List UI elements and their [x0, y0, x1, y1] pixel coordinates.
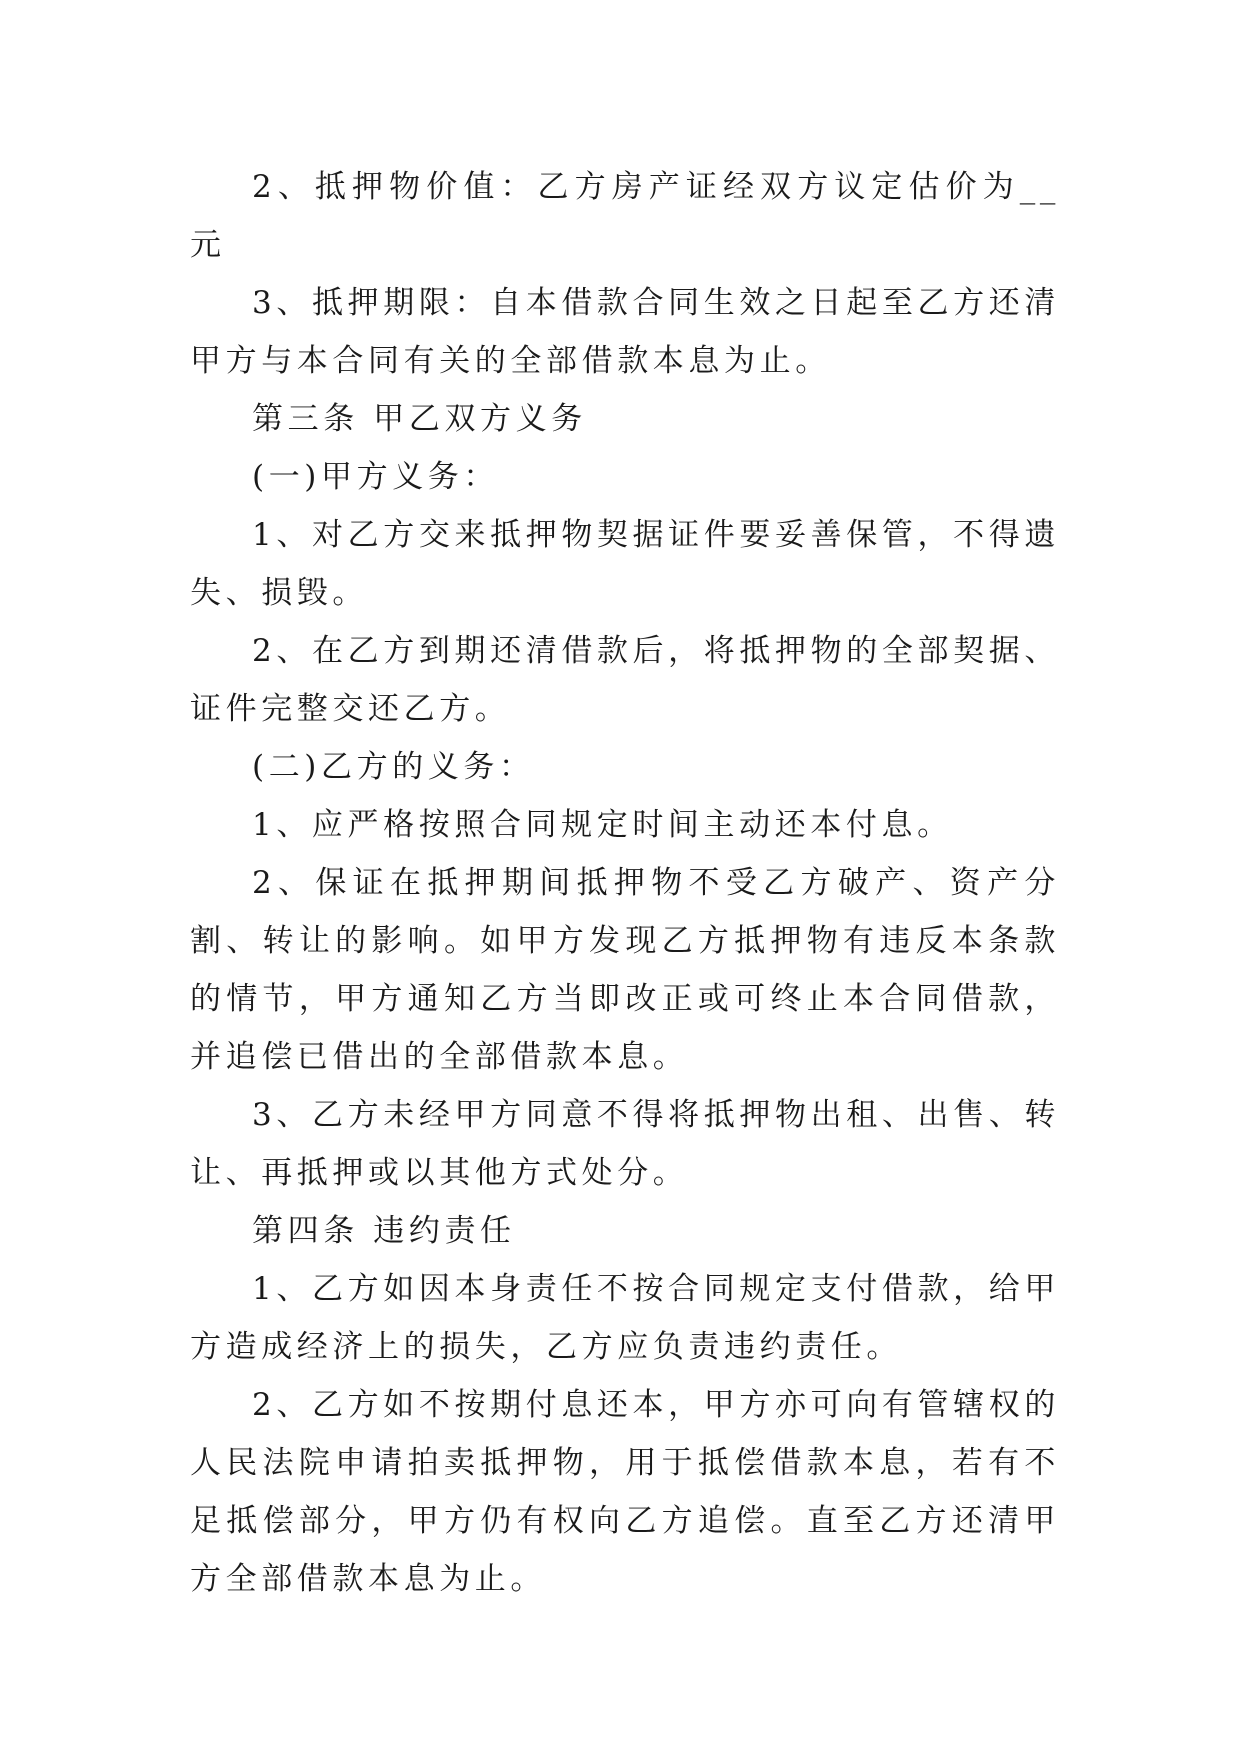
subheading-party-a-obligations: (一)甲方义务： — [252, 459, 499, 495]
paragraph-mortgage-value: 2、抵押物价值：乙方房产证经双方议定估价为__元 — [190, 169, 1060, 263]
paragraph-party-a-obligation-1: 1、对乙方交来抵押物契据证件要妥善保管，不得遗失、损毁。 — [190, 517, 1060, 611]
paragraph-party-b-obligation-3: 3、乙方未经甲方同意不得将抵押物出租、出售、转让、再抵押或以其他方式处分。 — [190, 1097, 1060, 1191]
paragraph-party-b-obligation-1: 1、应严格按照合同规定时间主动还本付息。 — [252, 807, 953, 843]
document-page — [190, 158, 1060, 1608]
paragraph-party-b-obligation-2: 2、保证在抵押期间抵押物不受乙方破产、资产分割、转让的影响。如甲方发现乙方抵押物有违反本条款的情节，甲方通知乙方当即改正或可终止本合同借款，并追偿已借出的全部借款本息。 — [190, 865, 1060, 1075]
heading-article-4: 第四条 违约责任 — [252, 1213, 516, 1249]
paragraph-party-a-obligation-2: 2、在乙方到期还清借款后，将抵押物的全部契据、证件完整交还乙方。 — [190, 633, 1060, 727]
heading-article-3: 第三条 甲乙双方义务 — [252, 401, 587, 437]
subheading-party-b-obligations: (二)乙方的义务： — [252, 749, 535, 785]
paragraph-mortgage-term: 3、抵押期限：自本借款合同生效之日起至乙方还清甲方与本合同有关的全部借款本息为止。 — [190, 285, 1060, 379]
paragraph-liability-2: 2、乙方如不按期付息还本，甲方亦可向有管辖权的人民法院申请拍卖抵押物，用于抵偿借款本息，若有不足抵偿部分，甲方仍有权向乙方追偿。直至乙方还清甲方全部借款本息为止。 — [190, 1387, 1060, 1597]
paragraph-liability-1: 1、乙方如因本身责任不按合同规定支付借款，给甲方造成经济上的损失，乙方应负责违约责任。 — [190, 1271, 1060, 1365]
